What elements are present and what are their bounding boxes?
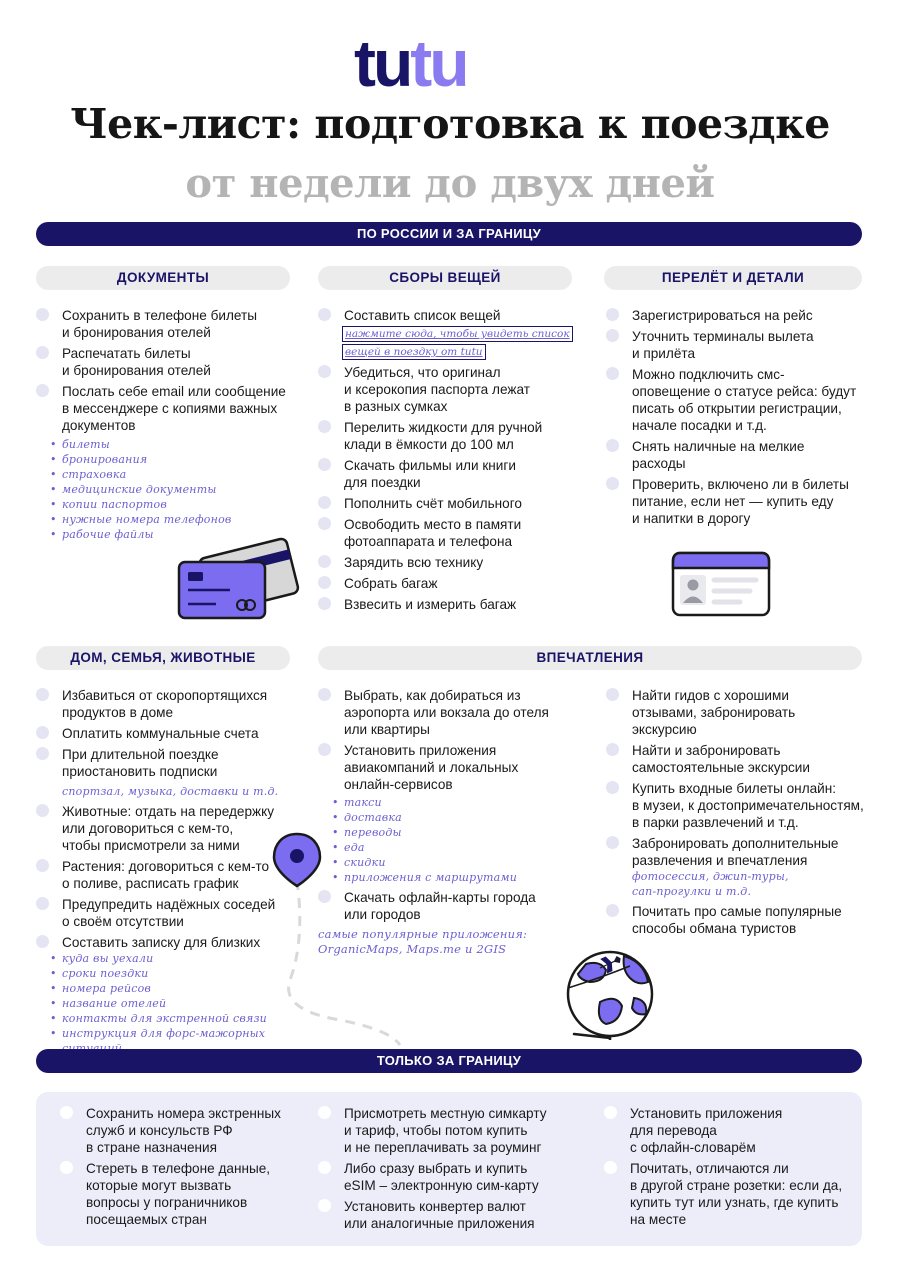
sub-item: • сроки поездки (48, 966, 326, 981)
list-item: Купить входные билеты онлайн: в музеи, к достопримечательностям, в парки развлечений и т.д. (606, 780, 868, 831)
sub-item: • еда (330, 840, 588, 855)
list-item: Установить приложения для перевода с офлайн-словарём (604, 1105, 862, 1156)
list-item: Забронировать дополнительные развлечения и впечатления фотосессия, джип-туры, сап-прогулки и т.д. (606, 835, 868, 899)
list-item: Скачать офлайн-карты города или городов самые популярные приложения: OrganicMaps, Maps.me и 2GIS (318, 889, 588, 957)
list-item: Почитать, отличаются ли в другой стране розетки: если да, купить тут или узнать, где купить на месте (604, 1160, 862, 1228)
list-item: Послать себе email или сообщение в мессенджере с копиями важных документов • билеты • бронирования • страховка • медицинские документы • копии паспортов • нужные номера телефонов • рабочие файлы (36, 383, 296, 542)
flight-list (606, 307, 868, 531)
list-item: Снять наличные на мелкие расходы (606, 438, 868, 472)
section-title-flight: ПЕРЕЛЁТ И ДЕТАЛИ (604, 266, 862, 290)
list-item: Найти гидов с хорошими отзывами, забронировать экскурсию (606, 687, 868, 738)
sub-item: • билеты (48, 437, 296, 452)
documents-list (36, 307, 296, 546)
list-item: Присмотреть местную симкарту и тариф, чтобы потом купить и не переплачивать за роуминг (318, 1105, 588, 1156)
list-item: Либо сразу выбрать и купить eSIM – электронную сим-карту (318, 1160, 588, 1194)
list-item: Предупредить надёжных соседей о своём отсутствии (36, 896, 326, 930)
list-item: Зарегистрироваться на рейс (606, 307, 868, 324)
list-item: Освободить место в памяти фотоаппарата и телефона (318, 516, 578, 550)
section-title-packing: СБОРЫ ВЕЩЕЙ (318, 266, 572, 290)
band-russia-abroad: ПО РОССИИ И ЗА ГРАНИЦУ (36, 222, 862, 246)
list-item: Перелить жидкости для ручной клади в ёмкости до 100 мл (318, 419, 578, 453)
sub-item: • рабочие файлы (48, 527, 296, 542)
list-item: Проверить, включено ли в билеты питание, если нет — купить еду и напитки в дорогу (606, 476, 868, 527)
list-item: Составить записку для близких • куда вы уехали • сроки поездки • номера рейсов • название отелей • контакты для экстренной связи • инструкция для форс-мажорных (36, 934, 326, 1056)
list-item: Оплатить коммунальные счета (36, 725, 326, 742)
list-item: Уточнить терминалы вылета и прилёта (606, 328, 868, 362)
list-item: Животные: отдать на передержку или договориться с кем-то, чтобы присмотрели за ними (36, 803, 326, 854)
list-item: Найти и забронировать самостоятельные экскурсии (606, 742, 868, 776)
list-item: Установить конвертер валют или аналогичные приложения (318, 1198, 588, 1232)
band-abroad-only: ТОЛЬКО ЗА ГРАНИЦУ (36, 1049, 862, 1073)
list-item: Зарядить всю технику (318, 554, 578, 571)
list-item: Растения: договориться с кем-то о поливе, расписать график (36, 858, 326, 892)
packing-list-link[interactable]: нажмите сюда, чтобы увидеть список (342, 326, 573, 342)
sub-item: • такси (330, 795, 588, 810)
sub-item: • инструкция для форс-мажорных (48, 1026, 326, 1056)
sub-item: • контакты для экстренной связи (48, 1011, 326, 1026)
abroad-list-1 (60, 1105, 310, 1232)
section-title-home: ДОМ, СЕМЬЯ, ЖИВОТНЫЕ (36, 646, 290, 670)
list-item: Почитать про самые популярные способы обмана туристов (606, 903, 868, 937)
list-item: Стереть в телефоне данные, которые могут вызвать вопросы у пограничников посещаемых стран (60, 1160, 310, 1228)
globe-plane-icon (560, 942, 664, 1042)
list-item: Собрать багаж (318, 575, 578, 592)
documents-sublist (48, 437, 296, 542)
abroad-list-3 (604, 1105, 862, 1232)
list-item: Составить список вещей нажмите сюда, чтобы увидеть список вещей в поездку от tutu (318, 307, 578, 360)
list-item: Убедиться, что оригинал и ксерокопия паспорта лежат в разных сумках (318, 364, 578, 415)
tutu-logo (354, 38, 546, 98)
list-item: Скачать фильмы или книги для поездки (318, 457, 578, 491)
packing-list (318, 307, 578, 617)
sub-item: • название отелей (48, 996, 326, 1011)
sub-item: • переводы (330, 825, 588, 840)
list-item: Установить приложения авиакомпаний и локальных онлайн-сервисов • такси • доставка • переводы • еда • скидки • приложения с маршрутами (318, 742, 588, 885)
sub-item: • доставка (330, 810, 588, 825)
packing-list-link-2[interactable]: вещей в поездку от tutu (342, 344, 486, 360)
list-item: Распечатать билеты и бронирования отелей (36, 345, 296, 379)
page-subtitle: от недели до двух дней (185, 160, 715, 207)
list-item: Можно подключить смс- оповещение о статусе рейса: будут писать об открытии регистрации, начале посадки и т.д. (606, 366, 868, 434)
sub-item: • страховка (48, 467, 296, 482)
impressions-list-right (606, 687, 868, 941)
maps-note: самые популярные приложения: OrganicMaps, Maps.me и 2GIS (318, 927, 528, 956)
section-title-documents: ДОКУМЕНТЫ (36, 266, 290, 290)
list-item: Сохранить в телефоне билеты и бронирования отелей (36, 307, 296, 341)
section-title-impressions: ВПЕЧАТЛЕНИЯ (318, 646, 862, 670)
page-title: Чек-лист: подготовка к поездке (70, 100, 830, 148)
sub-item: • медицинские документы (48, 482, 296, 497)
sub-item: • нужные номера телефонов (48, 512, 296, 527)
sub-item: • номера рейсов (48, 981, 326, 996)
sub-item: • куда вы уехали (48, 951, 326, 966)
credit-cards-icon (176, 536, 302, 622)
apps-sublist (330, 795, 588, 885)
abroad-list-2 (318, 1105, 588, 1236)
id-card-icon (670, 550, 774, 620)
list-item: Выбрать, как добираться из аэропорта или вокзала до отеля или квартиры (318, 687, 588, 738)
sub-item: • приложения с маршрутами (330, 870, 588, 885)
svg-text:tutu tutu: tutu (354, 38, 467, 98)
list-item: При длительной поездке приостановить подписки спортзал, музыка, доставки и т.д. (36, 746, 326, 799)
sub-item: • скидки (330, 855, 588, 870)
list-item: Взвесить и измерить багаж (318, 596, 578, 613)
impressions-list-mid (318, 687, 588, 961)
sub-item: • бронирования (48, 452, 296, 467)
subscriptions-note: спортзал, музыка, доставки и т.д. (62, 785, 279, 798)
list-item: Сохранить номера экстренных служб и консульств РФ в стране назначения (60, 1105, 310, 1156)
list-item: Пополнить счёт мобильного (318, 495, 578, 512)
sub-item: • копии паспортов (48, 497, 296, 512)
extra-note: фотосессия, джип-туры, сап-прогулки и т.д. (632, 870, 789, 898)
list-item: Избавиться от скоропортящихся продуктов в доме (36, 687, 326, 721)
